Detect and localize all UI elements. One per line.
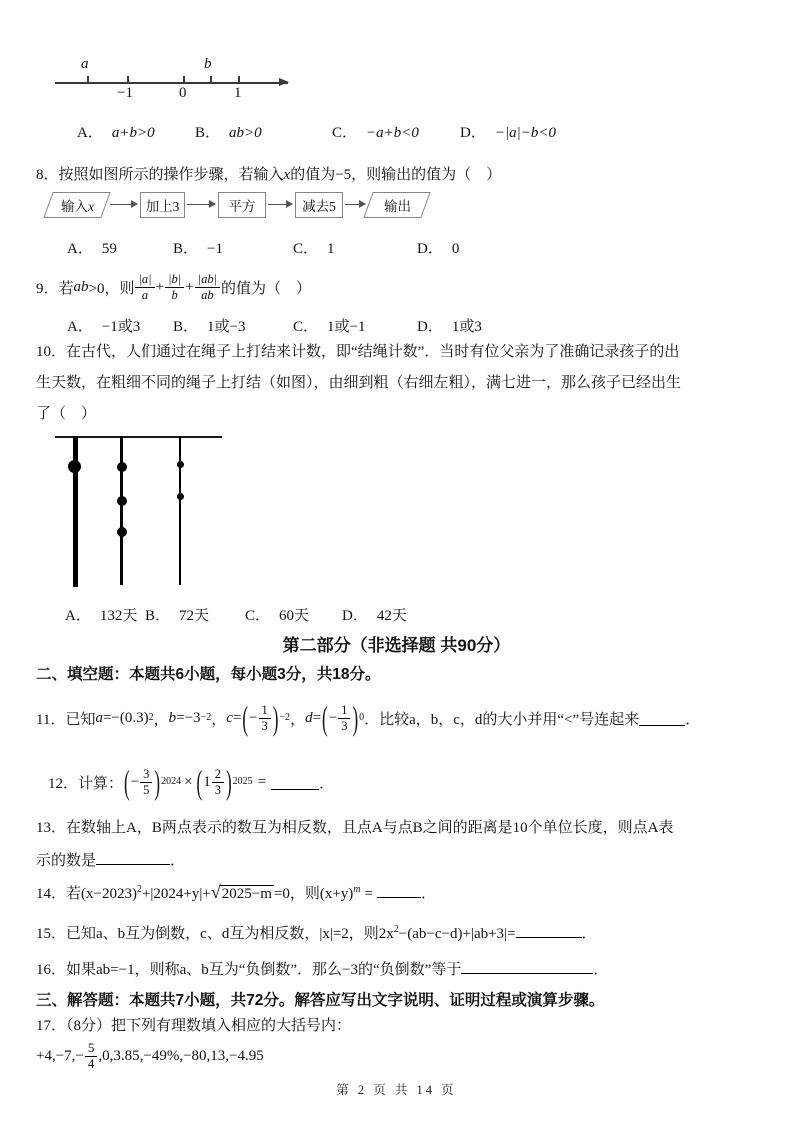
- q11-var-d: d: [305, 709, 313, 726]
- option-label: A．: [67, 241, 93, 257]
- q17-numbers-pre: +4,−7,−: [36, 1047, 84, 1064]
- answer-blank: [639, 710, 685, 726]
- q11-expr-b: =−3: [176, 709, 201, 726]
- flow-arrow-icon: [345, 204, 365, 205]
- numberline-tick: [183, 76, 185, 82]
- q9-option-b: [173, 315, 245, 336]
- option-text: 132天: [99, 608, 138, 624]
- answer-blank: [271, 774, 319, 790]
- numberline-tick: [238, 76, 240, 82]
- q12-text: 12．计算： ( − $\frac{3}{5}$ ) 2024 × ( 1 $\frac{2}{3}$ ) 2025 = ．: [48, 763, 335, 801]
- comma: ，: [153, 711, 169, 728]
- numberline-tick: [210, 76, 212, 82]
- flow-step-add3: [140, 192, 185, 218]
- rope-knot: [177, 461, 184, 468]
- paren-right: ): [352, 699, 359, 737]
- q17-numbers-post: ,0,3.85,−49%,−80,13,−4.95: [98, 1047, 264, 1064]
- q10-line3: 了（ ）: [36, 406, 97, 422]
- option-text: −a+b<0: [366, 125, 419, 141]
- q13-line2-text: 示的数是: [36, 853, 97, 869]
- fraction: $\frac{3}{5}$: [140, 767, 152, 797]
- option-label: A．: [65, 608, 91, 624]
- option-label: B．: [195, 125, 221, 141]
- numberline-label-1: 1: [234, 85, 242, 101]
- q12-mixed-integer: 1: [203, 773, 211, 790]
- answer-blank: [96, 849, 170, 865]
- exponent: m: [353, 884, 361, 895]
- q11-stem: 11．已知: [36, 711, 96, 728]
- fraction: $\frac{5}{4}$: [85, 1041, 98, 1072]
- flow-output-label: 输出: [383, 199, 411, 214]
- option-text: −1或3: [101, 319, 141, 335]
- flowchart-figure: [48, 192, 438, 222]
- rope-knot: [117, 527, 127, 537]
- paren-left: (: [322, 699, 328, 737]
- multiply-sign: ×: [184, 773, 193, 790]
- fraction: $\frac{|ab|}{ab}$: [195, 272, 220, 302]
- rope-knot: [117, 462, 127, 472]
- option-text: 59: [101, 241, 117, 257]
- paren-right: ): [272, 699, 279, 737]
- q11-var-c: c: [226, 709, 233, 726]
- numberline-axis: [55, 82, 288, 84]
- q8-stem-tail: 的值为−5，则输出的值为（ ）: [290, 167, 502, 183]
- rope-bar: [55, 436, 222, 438]
- q10-option-a: [65, 604, 137, 625]
- q14-stem: 14．若(x−2023): [36, 886, 137, 902]
- option-text: 1或3: [451, 319, 482, 335]
- option-label: D．: [417, 319, 443, 335]
- comma: ，: [211, 711, 227, 728]
- option-label: A．: [67, 319, 93, 335]
- answer-blank: [516, 922, 582, 938]
- q8-option-a: [67, 237, 117, 258]
- flow-step-subtract5: [295, 192, 343, 218]
- option-label: B．: [145, 608, 171, 624]
- exponent: 2: [136, 884, 142, 895]
- option-label: D．: [460, 125, 486, 141]
- rope-knots-figure: [55, 434, 235, 592]
- q10-option-d: [342, 604, 407, 625]
- paren-left: (: [242, 699, 249, 737]
- paren-right: ): [154, 763, 161, 801]
- period: ．: [685, 711, 701, 728]
- q10-text: [36, 337, 750, 430]
- plus-sign: +: [185, 278, 194, 295]
- paren-left: (: [124, 763, 130, 801]
- q9-stem-tail: 的值为（ ）: [221, 280, 312, 297]
- page-footer: 第 2 页 共 14 页: [336, 1083, 457, 1097]
- option-text: −1: [207, 241, 223, 257]
- flow-arrow-icon: [187, 204, 215, 205]
- option-label: B．: [173, 241, 199, 257]
- q7-options-row: [55, 121, 767, 143]
- fraction: $\frac{1}{3}$: [338, 703, 350, 733]
- flow-input-variable: x: [87, 199, 94, 214]
- option-text: a+b>0: [111, 125, 155, 141]
- q12-stem: 12．计算：: [48, 775, 124, 792]
- option-label: D．: [417, 241, 443, 257]
- rope-medium: [120, 436, 123, 585]
- q10-line2: 生天数，在粗细不同的绳子上打结（如图），由细到粗（右细左粗），满七进一，那么孩子已经出生: [36, 375, 682, 391]
- equals-sign: =: [232, 709, 242, 726]
- numberline-tick: [127, 76, 129, 82]
- period: ．: [170, 853, 186, 869]
- answer-blank: [461, 958, 593, 974]
- option-text: −|a|−b<0: [494, 125, 556, 141]
- paren-right: ): [225, 763, 232, 801]
- q13-text: [36, 812, 750, 878]
- q9-options-row: [55, 315, 767, 337]
- section3-heading: 三、解答题：本题共7小题，共72分。解答应写出文字说明、证明过程或演算步骤。: [36, 992, 605, 1009]
- flow-output-node: [363, 192, 430, 218]
- fraction: $\frac{|a|}{a}$: [135, 272, 154, 302]
- equals-sign: =: [257, 773, 267, 790]
- numberline-label-neg1: −1: [117, 85, 133, 101]
- fraction: $\frac{2}{3}$: [212, 767, 224, 797]
- minus-sign: −: [130, 773, 140, 790]
- q14-middle: +|2024+y|+: [141, 886, 211, 902]
- option-label: C．: [293, 241, 319, 257]
- q8-text: [36, 163, 501, 184]
- option-label: D．: [342, 608, 368, 624]
- option-text: 42天: [376, 608, 407, 624]
- rope-thin: [179, 436, 181, 585]
- q9-option-a: [67, 315, 140, 336]
- numberline-label-b: b: [204, 56, 212, 72]
- q8-stem: 8．按照如图所示的操作步骤，若输入: [36, 167, 284, 183]
- flow-step-label: 加上3: [145, 199, 180, 214]
- option-label: A．: [77, 125, 103, 141]
- rope-knot: [177, 493, 184, 500]
- plus-sign: +: [155, 278, 165, 295]
- q8-option-c: [293, 237, 335, 258]
- q8-options-row: [55, 237, 767, 259]
- numberline-figure: [55, 56, 315, 108]
- q13-line1: 13．在数轴上A，B两点表示的数互为相反数，且点A与点B之间的距离是10个单位长度，则点A表: [36, 820, 674, 836]
- q9-option-c: [293, 315, 365, 336]
- q11-text: 11．已知 a =−(0.3) 2 ， b =−3 −2 ， c = ( − $\frac{1}{3}$ ) −2 ， d = ( − $\frac{1}{3}$ ) 0 ．比较a，b，c，d的大小并用“<”号连起来 ．: [36, 699, 701, 737]
- q10-line1: 10．在古代，人们通过在绳子上打结来计数，即“结绳计数”．当时有位父亲为了准确记录孩子的出: [36, 344, 680, 360]
- minus-sign: −: [249, 709, 258, 726]
- q9-option-d: [417, 315, 482, 336]
- q8-option-b: [173, 237, 223, 258]
- q7-option-b: [195, 121, 262, 142]
- numberline-label-0: 0: [179, 85, 187, 101]
- flow-step-label: 平方: [228, 199, 256, 214]
- option-text: 60天: [279, 608, 310, 624]
- q14-after: =0，则(x+y): [273, 886, 354, 902]
- q16-text: [36, 958, 608, 979]
- equals-sign: =: [312, 709, 322, 726]
- answer-blank: [377, 882, 421, 898]
- rope-knot: [117, 496, 127, 506]
- flow-arrow-icon: [268, 204, 292, 205]
- flow-arrow-icon: [110, 204, 137, 205]
- period: ．: [421, 886, 437, 902]
- q15-stem: 15．已知a、b互为倒数，c、d互为相反数，|x|=2，则2x: [36, 926, 394, 942]
- q15-expression: −(ab−c−d)+|ab+3|=: [398, 926, 516, 942]
- q11-expr-a: =−(0.3): [102, 709, 149, 726]
- option-label: C．: [245, 608, 271, 624]
- option-text: 1或−1: [327, 319, 366, 335]
- option-text: ab>0: [229, 125, 262, 141]
- q10-option-c: [245, 604, 309, 625]
- paren-left: (: [196, 763, 203, 801]
- arrow-right-icon: [279, 78, 289, 86]
- comma: ，: [290, 711, 306, 728]
- option-text: 1或−3: [207, 319, 246, 335]
- numberline-label-a: a: [81, 56, 89, 72]
- flow-input-label: 输入: [60, 199, 88, 214]
- q14-text: [36, 882, 436, 903]
- period: ．: [593, 962, 609, 978]
- rope-thick: [73, 436, 78, 587]
- fraction: $\frac{|b|}{b}$: [165, 272, 184, 302]
- q10-options-row: [55, 604, 767, 626]
- q9-text: [36, 264, 311, 310]
- q17-text: 17．（8分）把下列有理数填入相应的大括号内：: [36, 1018, 352, 1034]
- rope-knot: [68, 460, 81, 473]
- q9-condition: >0，则: [88, 280, 135, 297]
- flow-step-label: 减去5: [302, 199, 336, 214]
- option-text: 1: [327, 241, 335, 257]
- q13-line2: [36, 845, 750, 878]
- q11-var-b: b: [168, 709, 177, 726]
- q17-number-list: [36, 1037, 264, 1075]
- q9-stem: 9．若: [36, 280, 74, 297]
- q8-variable: x: [283, 167, 291, 183]
- minus-sign: −: [328, 709, 338, 726]
- period: ．: [581, 926, 597, 942]
- part2-heading: 第二部分（非选择题 共90分）: [282, 636, 511, 655]
- q9-variable: ab: [73, 278, 89, 295]
- flow-step-square: [218, 192, 266, 218]
- option-label: B．: [173, 319, 199, 335]
- flow-input-node: [43, 192, 110, 218]
- option-text: 72天: [179, 608, 210, 624]
- q7-option-c: [332, 121, 419, 142]
- q16-stem: 16．如果ab=−1，则称a、b互为“负倒数”．那么−3的“负倒数”等于: [36, 962, 462, 978]
- option-label: C．: [332, 125, 358, 141]
- q10-option-b: [145, 604, 209, 625]
- exponent: 2: [393, 924, 399, 935]
- option-label: C．: [293, 319, 319, 335]
- numberline-tick: [87, 76, 89, 82]
- q15-text: [36, 922, 597, 943]
- q8-option-d: [417, 237, 459, 258]
- fraction: $\frac{1}{3}$: [259, 703, 271, 733]
- q11-var-a: a: [95, 709, 103, 726]
- equals-sign: =: [364, 886, 373, 902]
- radical-icon: √: [210, 882, 221, 902]
- q14-radicand: 2025−m: [221, 886, 272, 902]
- q7-option-a: [77, 121, 155, 142]
- period: ．: [319, 775, 335, 792]
- q11-stem-tail: ．比较a，b，c，d的大小并用“<”号连起来: [364, 711, 640, 728]
- option-text: 0: [451, 241, 460, 257]
- section2-heading: 二、填空题：本题共6小题，每小题3分，共18分。: [36, 666, 381, 683]
- q7-option-d: [460, 121, 556, 142]
